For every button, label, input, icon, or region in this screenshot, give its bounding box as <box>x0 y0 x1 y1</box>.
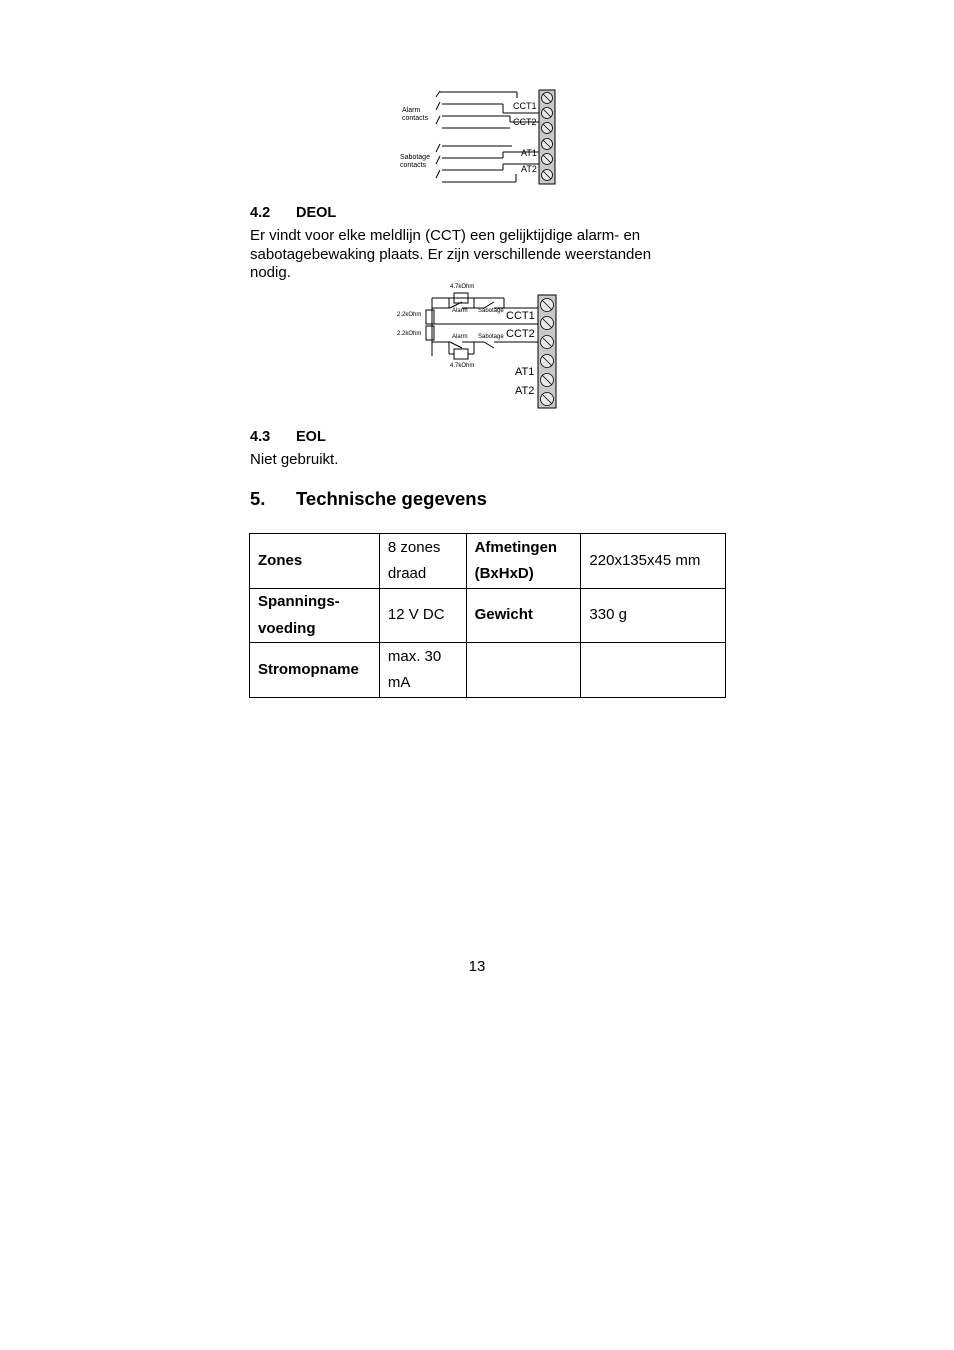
section-4-2-heading <box>250 205 450 223</box>
table-row <box>250 534 726 589</box>
terminal-label-cct2: CCT2 <box>506 328 535 340</box>
table-cell-empty <box>466 643 581 698</box>
terminal-label-at1: AT1 <box>521 148 537 158</box>
table-row <box>250 643 726 698</box>
alarm-label-top: Alarm <box>452 308 468 314</box>
sabotage-contacts-label-1: Sabotage <box>400 154 430 161</box>
section-4-2-text: Er vindt voor elke meldlijn (CCT) een gelijktijdige alarm- en sabotagebewaking plaats. Er zijn verschillende weerstanden nodig. <box>250 227 652 281</box>
table-cell-value: 330 g <box>581 589 726 643</box>
section-number: 4.2 <box>250 205 271 221</box>
table-cell-empty <box>581 643 726 698</box>
section-5-heading <box>250 488 650 512</box>
table-cell-value: 8 zones draad <box>379 534 466 589</box>
resistor-label-left-bottom: 2.2kOhm <box>397 331 422 337</box>
section-number: 5. <box>250 488 266 509</box>
section-number: 4.3 <box>250 429 271 445</box>
spec-table <box>249 533 726 698</box>
section-4-3-heading <box>250 429 450 447</box>
terminal-label-cct1: CCT1 <box>506 310 535 322</box>
sabotage-label-top: Sabotage <box>478 308 504 314</box>
table-cell-key: Afmetingen (BxHxD) <box>466 534 581 589</box>
table-row <box>250 589 726 643</box>
terminal-label-at2: AT2 <box>521 164 537 174</box>
terminal-label-at2: AT2 <box>515 385 535 397</box>
sabotage-label-bottom: Sabotage <box>478 334 504 340</box>
alarm-label-bottom: Alarm <box>452 334 468 340</box>
table-cell-key: Stromopname <box>250 643 380 698</box>
sabotage-contacts-label-2: contacts <box>400 162 427 169</box>
wiring-diagram-nc <box>390 86 570 188</box>
terminal-block <box>539 90 555 184</box>
terminal-block <box>538 295 556 408</box>
resistor-label-bottom: 4.7kOhm <box>450 363 475 369</box>
table-cell-value: 220x135x45 mm <box>581 534 726 589</box>
alarm-contacts-label-2: contacts <box>402 115 429 122</box>
table-cell-key: Zones <box>250 534 380 589</box>
terminal-label-cct2: CCT2 <box>513 117 537 127</box>
section-title: Technische gegevens <box>296 488 487 509</box>
section-4-3-text: Niet gebruikt. <box>250 451 339 468</box>
resistor-label-top: 4.7kOhm <box>450 284 475 290</box>
terminal-label-cct1: CCT1 <box>513 101 537 111</box>
table-cell-value: 12 V DC <box>379 589 466 643</box>
section-title: EOL <box>296 429 326 445</box>
page-number: 13 <box>468 958 486 975</box>
wiring-diagram-deol <box>394 280 564 410</box>
section-title: DEOL <box>296 205 337 221</box>
resistor-label-left-top: 2.2kOhm <box>397 312 422 318</box>
table-cell-key: Gewicht <box>466 589 581 643</box>
alarm-contacts-label-1: Alarm <box>402 107 421 114</box>
terminal-label-at1: AT1 <box>515 366 535 378</box>
table-cell-key: Spannings- voeding <box>250 589 380 643</box>
table-cell-value: max. 30 mA <box>379 643 466 698</box>
